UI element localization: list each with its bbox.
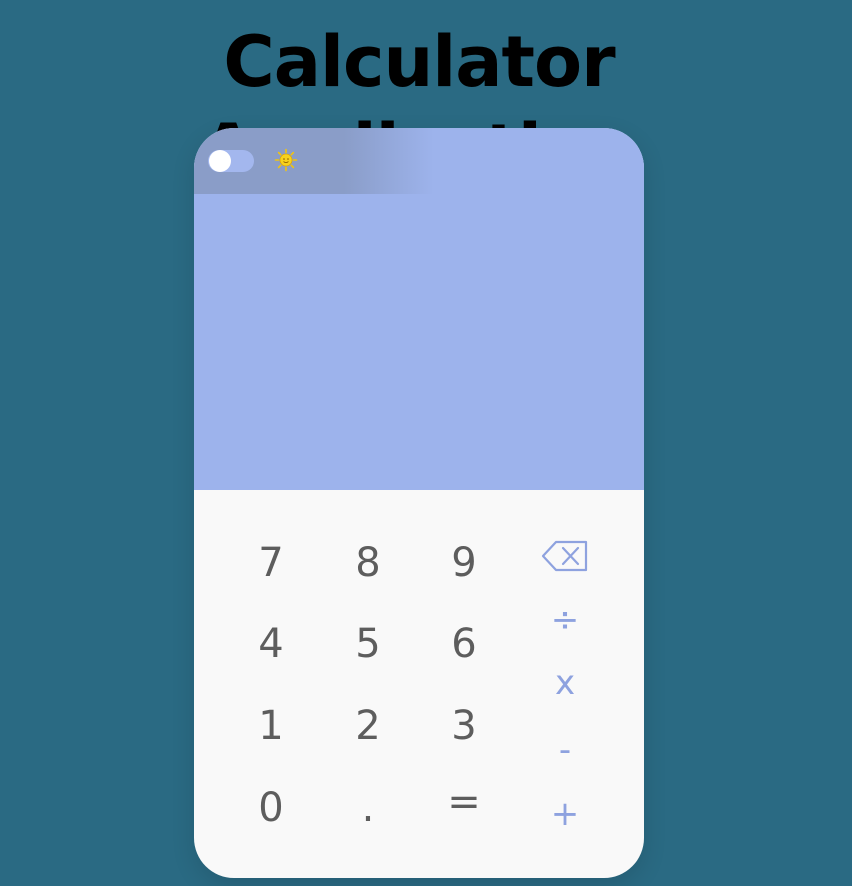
key-8[interactable]: 8: [328, 533, 408, 593]
key-1[interactable]: 1: [231, 696, 311, 756]
key-divide[interactable]: ÷: [525, 590, 605, 650]
key-2[interactable]: 2: [328, 696, 408, 756]
calculator: [194, 128, 644, 878]
page-title: Calculator: [223, 21, 615, 103]
backspace-icon: [540, 539, 590, 573]
key-equals[interactable]: =: [424, 772, 504, 832]
theme-bar: [194, 128, 644, 194]
theme-toggle[interactable]: [208, 150, 254, 172]
key-decimal[interactable]: .: [328, 778, 408, 838]
key-4[interactable]: 4: [231, 614, 311, 674]
key-add[interactable]: +: [525, 784, 605, 844]
toggle-knob: [209, 150, 231, 172]
keypad: [194, 490, 644, 878]
key-3[interactable]: 3: [424, 696, 504, 756]
key-0[interactable]: 0: [231, 778, 311, 838]
key-5[interactable]: 5: [328, 614, 408, 674]
key-9[interactable]: 9: [424, 533, 504, 593]
backspace-button[interactable]: [525, 526, 605, 586]
key-7[interactable]: 7: [231, 533, 311, 593]
sun-icon: [274, 148, 298, 172]
key-6[interactable]: 6: [424, 614, 504, 674]
key-subtract[interactable]: -: [525, 720, 605, 780]
key-multiply[interactable]: x: [525, 653, 605, 713]
